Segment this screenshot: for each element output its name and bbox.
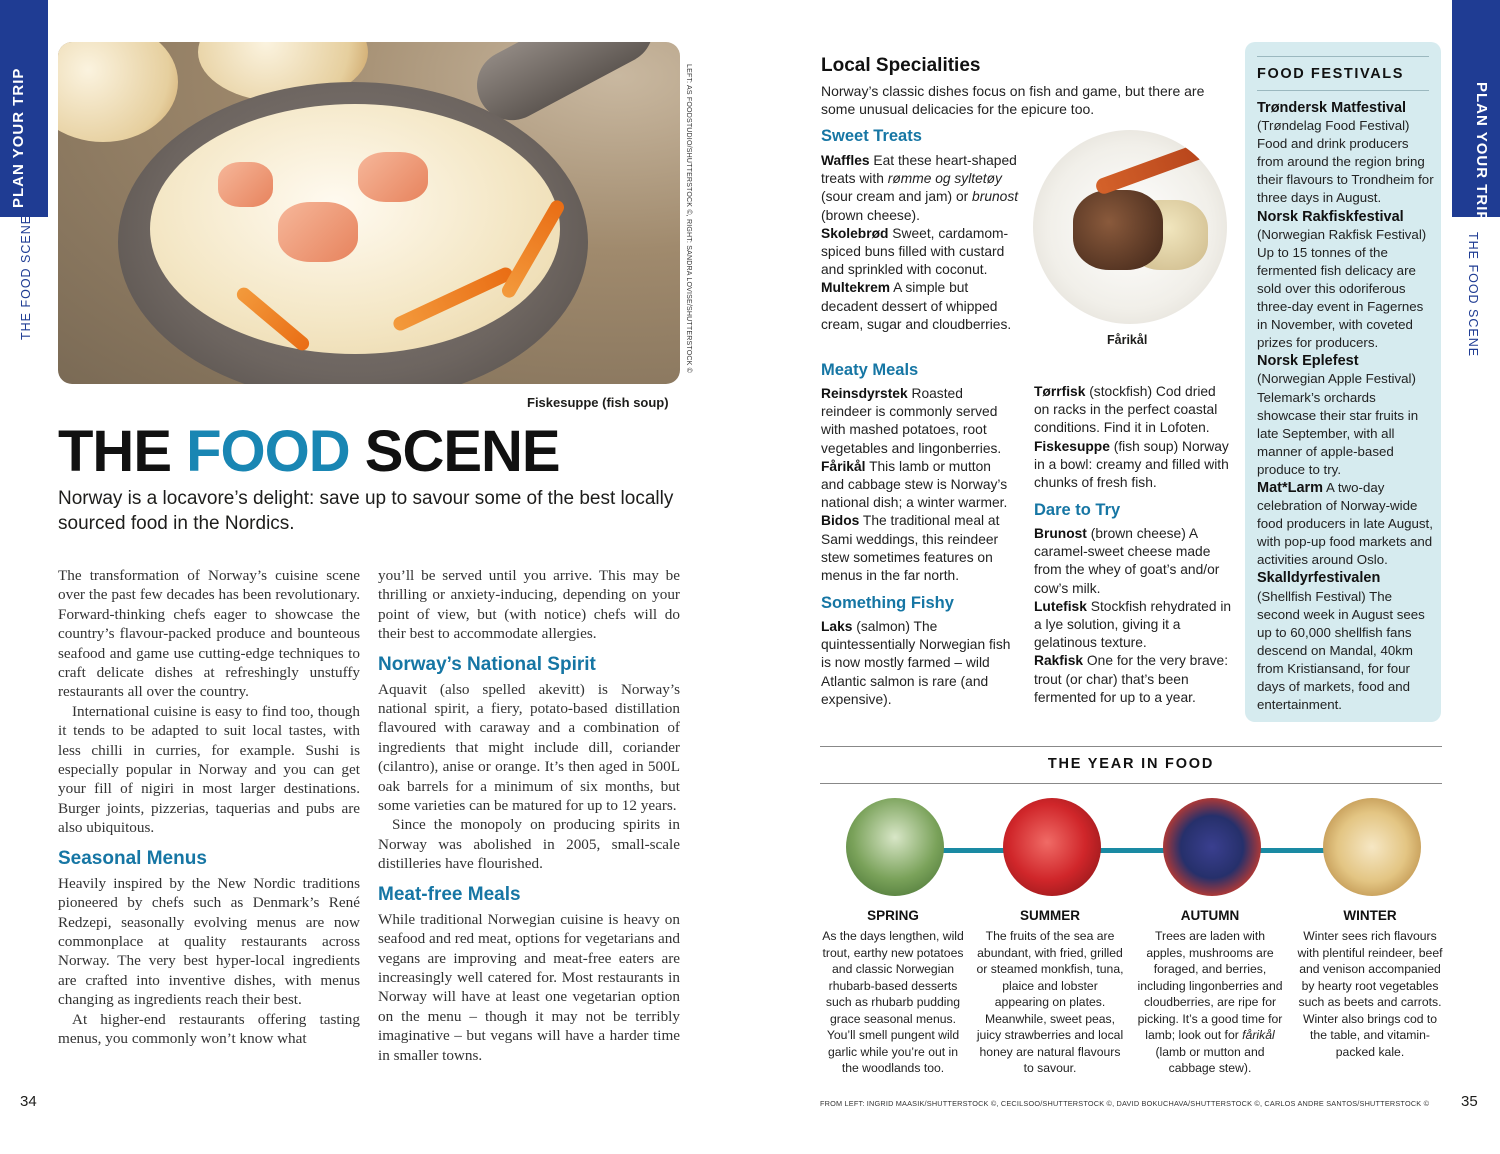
dish-text: Sweet, cardamom-spiced buns filled with custard and sprinkled with coconut. xyxy=(821,225,1009,278)
summer-label: SUMMER xyxy=(1020,908,1080,923)
left-text-column xyxy=(58,566,360,1048)
side-tab-sub-label: THE FOOD SCENE xyxy=(19,214,33,340)
dish-name: Tørrfisk xyxy=(1034,384,1086,399)
festival-text: (Norwegian Rakfisk Festival) Up to 15 tonnes of the fermented fish delicacy are sold over this odoriferous three-day event in Fagernes in November, with coveted prizes for producers. xyxy=(1257,226,1427,351)
autumn-text-part: Trees are laden with apples, mushrooms are foraged, and berries, including lingonberries and cloudberries, are ripe for picking. It’s a good time for lamb; look out for xyxy=(1137,929,1283,1042)
dish-name: Lutefisk xyxy=(1034,598,1087,614)
dish-italic: brunost xyxy=(972,189,1019,205)
dish-text: This lamb or mutton and cabbage stew is Norway’s national dish; a winter warmer. xyxy=(821,458,1008,511)
sweet-treats-list xyxy=(821,152,1021,334)
festival-text: (Shellfish Festival) The second week in August sees up to 60,000 shellfish fans descend on Mandal, 40km from Kristiansand, for four days of markets, food and entertainment. xyxy=(1257,588,1425,713)
body-paragraph: While traditional Norwegian cuisine is heavy on seafood and red meat, options for vegetarians and vegans are improving and meat-free eaters are increasingly well catered for. Most restaurants in Norway will have at least one vegetarian option on the menu – though it may not be terribly imaginative – but vegans will have a harder time in smaller towns. xyxy=(378,910,680,1064)
body-paragraph: Since the monopoly on producing spirits in Norway was abolished in 2005, small-scale distilleries have flourished. xyxy=(378,816,680,873)
local-specialities-subtitle: Norway’s classic dishes focus on fish and game, but there are some unusual delicacies for the epicure too. xyxy=(821,83,1205,117)
autumn-text-part: (lamb or mutton and cabbage stew). xyxy=(1155,1044,1265,1075)
carrot xyxy=(1094,140,1212,196)
local-specialities-heading: Local Specialities xyxy=(821,55,981,76)
meaty-meals-list-2 xyxy=(1034,383,1230,492)
side-tab-main-label: PLAN YOUR TRIP xyxy=(1473,82,1490,223)
festivals-list xyxy=(1257,99,1435,714)
spring-text: As the days lengthen, wild trout, earthy new potatoes and classic Norwegian rhubarb-based desserts such as rhubarb pudding grace seasonal menus. You’ll smell pungent wild garlic while you’re out in the woodlands too. xyxy=(822,929,964,1075)
body-paragraph: The transformation of Norway’s cuisine scene over the past few decades has been revolutionary. Forward-thinking chefs eager to showcase the country’s flavour-packed produce and bounteous seafood and game use cutting-edge techniques to craft delicate dishes at refreshingly unstuffy restaurants all over the country. xyxy=(58,567,360,701)
spring-photo xyxy=(846,798,944,896)
autumn-photo xyxy=(1163,798,1261,896)
rule xyxy=(1257,90,1429,91)
side-tab-sub-label: THE FOOD SCENE xyxy=(1466,232,1480,358)
dish-text: Stockfish rehydrated in a lye solution, giving it a gelatinous texture. xyxy=(1034,598,1232,651)
fishy-list xyxy=(821,618,1017,709)
festival-text: (Norwegian Apple Festival) Telemark’s orchards showcase their star fruits in late September, with all manner of apple-based produce to try. xyxy=(1257,371,1419,477)
dish-name: Multekrem xyxy=(821,280,891,296)
national-spirit-heading: Norway’s National Spirit xyxy=(378,653,596,675)
festival-name: Skalldyrfestivalen xyxy=(1257,570,1381,587)
spring-label: SPRING xyxy=(867,908,919,923)
photo-caption: Fiskesuppe (fish soup) xyxy=(527,395,669,410)
dish-name: Laks xyxy=(821,619,853,634)
festival-name: Norsk Rakfiskfestival xyxy=(1257,208,1404,225)
dish-text: (stockfish) Cod dried on racks in the perfect coastal conditions. Find it in Lofoten. xyxy=(1034,384,1218,436)
autumn-label: AUTUMN xyxy=(1180,908,1240,923)
dish-name: Skolebrød xyxy=(821,225,889,241)
autumn-text xyxy=(1135,928,1285,1077)
divider-bottom xyxy=(820,783,1442,784)
summer-text: The fruits of the sea are abundant, with fried, grilled or steamed monkfish, tuna, plaice and lobster appearing on plates. Meanwhile, sweet peas, juicy strawberries and local honey are natural flavours to savour. xyxy=(976,929,1124,1075)
title-part-1: THE xyxy=(58,419,187,484)
body-paragraph: International cuisine is easy to find too, though it tends to be adapted to suit local tastes, with less chilli in curries, for example. Sushi is especially popular in Norway and you can get your fill of nigiri in most larger destinations. Burger joints, pizzerias, taquerias and pubs are also ubiquitous. xyxy=(58,702,360,837)
farikal-photo xyxy=(1033,130,1227,324)
seasonal-menus-heading: Seasonal Menus xyxy=(58,847,207,869)
something-fishy-heading: Something Fishy xyxy=(821,594,954,612)
autumn-text-italic: fårikål xyxy=(1242,1028,1275,1042)
dish-text: (brown cheese) A caramel-sweet cheese made from the whey of goat’s and/or cow’s milk. xyxy=(1034,526,1220,596)
sweet-treats-heading: Sweet Treats xyxy=(821,127,922,145)
dish-name: Fårikål xyxy=(821,458,866,474)
divider-top xyxy=(820,746,1442,747)
page-number-right: 35 xyxy=(1461,1093,1478,1110)
dish-name: Bidos xyxy=(821,513,860,529)
summer-photo xyxy=(1003,798,1101,896)
winter-text: Winter sees rich flavours with plentiful reindeer, beef and venison accompanied by hearty root vegetables such as beets and carrots. Winter also brings cod to the table, and vitamin-packed kale. xyxy=(1297,929,1443,1059)
food-festivals-box xyxy=(1245,42,1441,722)
dish-text: (sour cream and jam) or xyxy=(821,189,973,205)
festival-text: (Trøndelag Food Festival) Food and drink producers from around the region bring their flavours to Trondheim for three days in August. xyxy=(1257,118,1434,206)
dish-name: Reinsdyrstek xyxy=(821,386,908,401)
year-in-food-heading: THE YEAR IN FOOD xyxy=(1047,756,1215,772)
dish-name: Rakfisk xyxy=(1034,653,1084,669)
plate-caption: Fårikål xyxy=(1107,333,1148,347)
body-paragraph: you’ll be served until you arrive. This may be thrilling or anxiety-inducing, depending on your point of view, but (with notice) chefs will do their best to accommodate allergies. xyxy=(378,567,680,643)
food-festivals-heading: FOOD FESTIVALS xyxy=(1257,66,1404,82)
side-tab-main-label: PLAN YOUR TRIP xyxy=(10,67,27,208)
title-accent: FOOD xyxy=(186,419,350,484)
salmon-piece xyxy=(218,162,273,207)
dish-text: (fish soup) Norway in a bowl: creamy and filled with chunks of fresh fish. xyxy=(1034,438,1229,491)
festival-name: Trøndersk Matfestival xyxy=(1257,100,1407,116)
photo-credits-bottom: FROM LEFT: INGRID MAASIK/SHUTTERSTOCK ©, CECILSOO/SHUTTERSTOCK ©, DAVID BOKUCHAVA/SHUTTERSTOCK ©, CARLOS ANDRE SANTOS/SHUTTERSTOCK © xyxy=(820,1099,1430,1108)
dare-list xyxy=(1034,525,1234,707)
body-paragraph: At higher-end restaurants offering tasting menus, you commonly won’t know what xyxy=(58,1010,360,1047)
meaty-meals-list xyxy=(821,385,1011,585)
dish-text: The traditional meal at Sami weddings, this reindeer stew sometimes features on menus in the far north. xyxy=(821,513,1000,584)
salmon-piece xyxy=(358,152,428,202)
body-paragraph: Aquavit (also spelled akevitt) is Norway’s national spirit, a fiery, potato-based distillation flavoured with caraway and a combination of ingredients that might include dill, coriander (cilantro), anise or orange. It’s then aged in 500L oak barrels for a minimum of six months, but some varieties can be matured for up to 12 years. xyxy=(378,680,680,815)
title-part-2: SCENE xyxy=(349,419,560,484)
dish-name: Waffles xyxy=(821,153,870,168)
festival-name: Mat*Larm xyxy=(1257,479,1324,496)
mutton xyxy=(1073,190,1163,270)
festival-name: Norsk Eplefest xyxy=(1257,353,1359,370)
winter-photo xyxy=(1323,798,1421,896)
dish-text: A simple but decadent dessert of whipped cream, sugar and cloudberries. xyxy=(821,280,1012,332)
photo-credit: LEFT: AS FOODSTUDIO/SHUTTERSTOCK ©, RIGHT: SANDRA LOVISE/SHUTTERSTOCK © xyxy=(685,64,692,373)
dish-text: (brown cheese). xyxy=(821,207,920,223)
festival-text: A two-day celebration of Norway-wide food producers in late August, with pop-up food markets and activities around Oslo. xyxy=(1257,479,1433,568)
page-number-left: 34 xyxy=(20,1093,37,1110)
body-paragraph: Heavily inspired by the New Nordic traditions pioneered by chefs such as Denmark’s René Redzepi, seasonally evolving menus are now commonplace at quality restaurants across Norway. The very best hyper-local ingredients are crafted into inventive dishes, with menus changing as ingredients reach their best. xyxy=(58,874,360,1009)
winter-label: WINTER xyxy=(1343,908,1397,923)
rule xyxy=(1257,56,1429,57)
meaty-meals-heading: Meaty Meals xyxy=(821,361,919,379)
dish-text: Eat these heart-shaped treats with xyxy=(821,153,1017,187)
dish-italic: rømme og syltetøy xyxy=(887,171,1002,187)
dare-to-try-heading: Dare to Try xyxy=(1034,501,1121,519)
meat-free-heading: Meat-free Meals xyxy=(378,883,521,905)
dish-text: Roasted reindeer is commonly served with mashed potatoes, root vegetables and lingonberries. xyxy=(821,386,1002,456)
dish-name: Fiskesuppe xyxy=(1034,438,1110,454)
dish-text: (salmon) The quintessentially Norwegian fish is now mostly farmed – wild Atlantic salmon is rare (and expensive). xyxy=(821,619,1011,707)
middle-text-column xyxy=(378,566,680,1065)
page-title xyxy=(58,418,560,485)
intro-text: Norway is a locavore’s delight: save up to savour some of the best locally sourced food in the Nordics. xyxy=(58,488,674,534)
dish-name: Brunost xyxy=(1034,526,1087,541)
bread-slice xyxy=(58,42,178,142)
fish-soup-photo xyxy=(58,42,680,384)
salmon-piece xyxy=(278,202,358,262)
dish-text: One for the very brave: trout (or char) that’s been fermented for up to a year. xyxy=(1034,653,1229,705)
